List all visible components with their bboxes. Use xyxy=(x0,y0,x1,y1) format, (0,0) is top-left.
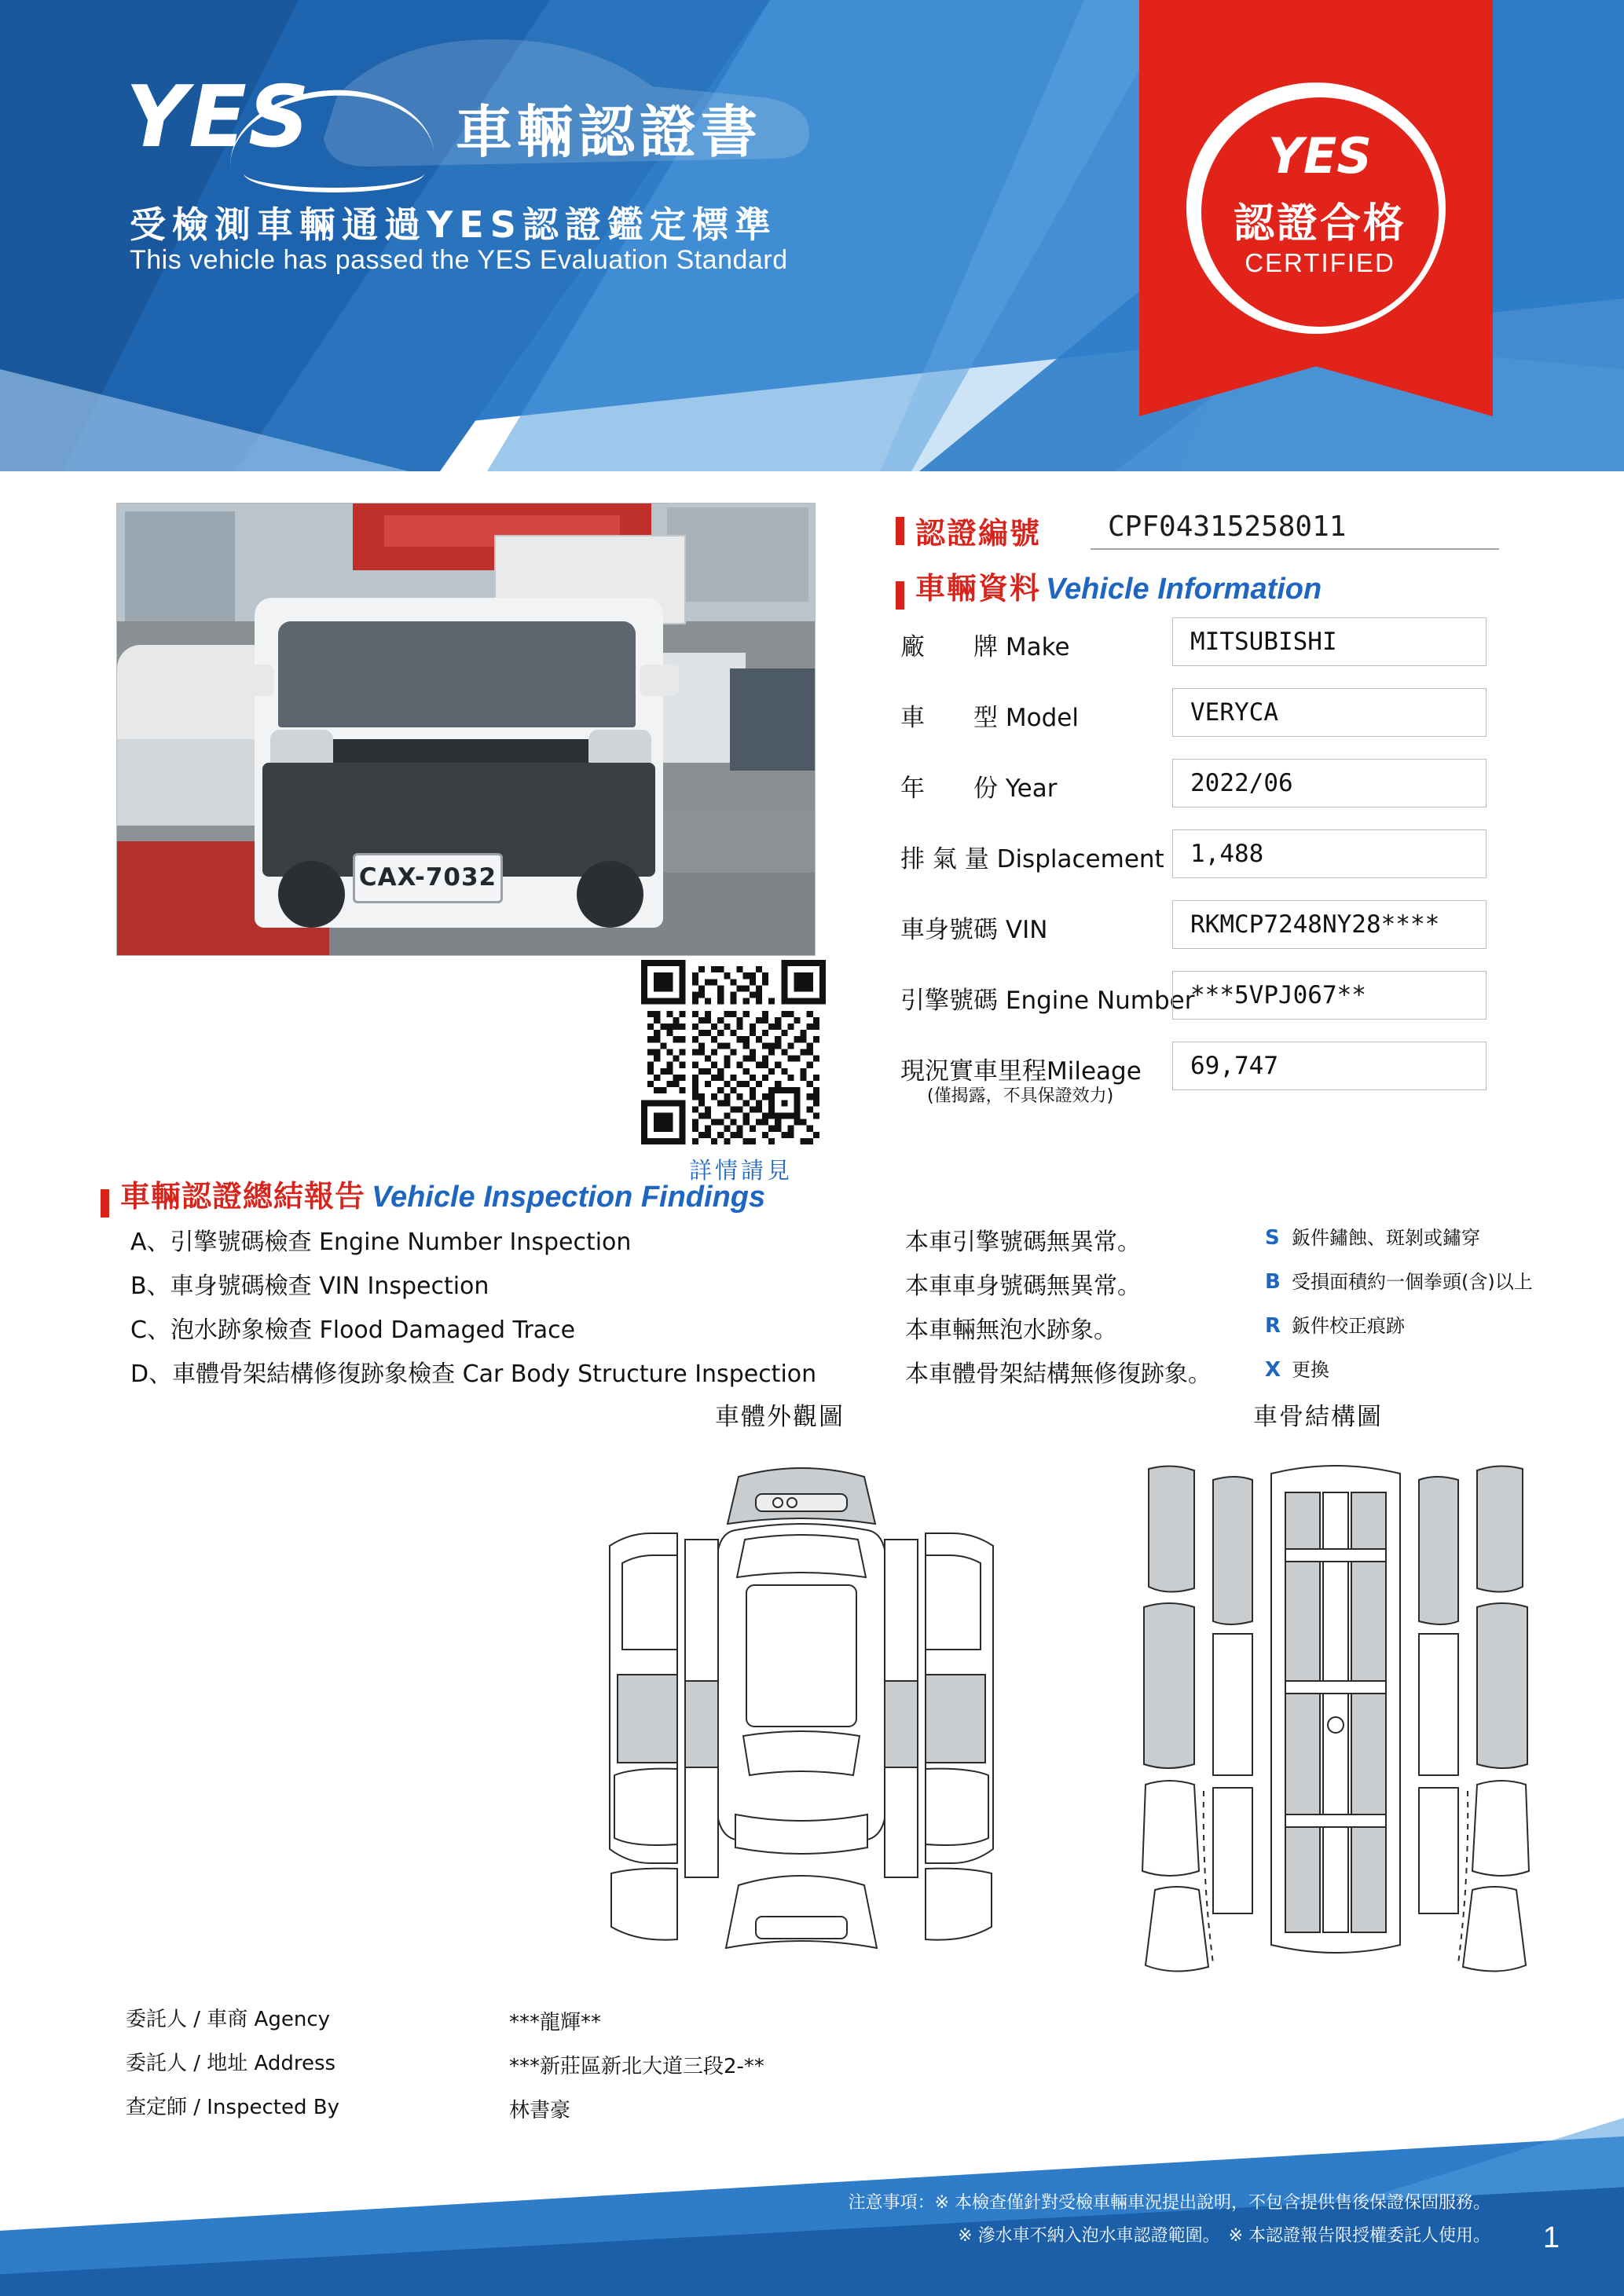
address-label: 委託人 / 地址 Address xyxy=(126,2052,336,2075)
row-label: 排 氣 量 Displacement xyxy=(900,845,1164,873)
legend-text: 鈑件校正痕跡 xyxy=(1292,1315,1405,1337)
findings-list-right xyxy=(905,1222,1243,1398)
seal-label-zh: 認證合格 xyxy=(1233,200,1406,247)
photo-background-car xyxy=(730,668,815,771)
legend-key: S xyxy=(1265,1226,1280,1250)
page-title: 車輛認證書 xyxy=(456,99,763,165)
row-label: 車 型 Model xyxy=(900,704,1079,732)
list-item: A、引擎號碼檢查 Engine Number Inspection xyxy=(130,1229,632,1256)
header-subtitle-zh: 受檢測車輛通過YES認證鑑定標準 xyxy=(130,203,777,246)
header-subtitle-en: This vehicle has passed the YES Evaluation Standard xyxy=(130,245,788,275)
red-accent-bar-icon xyxy=(101,1189,109,1218)
page-number: 1 xyxy=(1542,2221,1560,2254)
row-sublabel-mileage-note: (僅揭露，不具保證效力) xyxy=(927,1086,1114,1106)
list-item: 本車輛無泡水跡象。 xyxy=(905,1316,1117,1344)
findings-heading-zh: 車輛認證總結報告 xyxy=(120,1179,366,1214)
list-item: 本車車身號碼無異常。 xyxy=(905,1273,1141,1300)
legend-key: R xyxy=(1265,1314,1281,1338)
red-accent-bar-icon xyxy=(896,517,904,545)
agency-label: 委託人 / 車商 Agency xyxy=(126,2008,331,2031)
qr-code[interactable] xyxy=(641,960,826,1144)
seal-inner-circle xyxy=(1197,93,1443,331)
vehicle-structure-diagram xyxy=(1131,1445,1540,1987)
info-row xyxy=(126,2003,990,2047)
table-row xyxy=(896,756,1493,826)
list-item xyxy=(1265,1354,1595,1398)
photo-truck-windshield xyxy=(278,621,636,727)
photo-building-left xyxy=(125,511,235,621)
list-item: 本車體骨架結構無修復跡象。 xyxy=(905,1360,1212,1388)
row-label: 廠 牌 Make xyxy=(900,633,1070,661)
list-item xyxy=(1265,1222,1595,1266)
agency-value: ***龍輝** xyxy=(509,2011,602,2034)
certificate-number-value: CPF04315258011 xyxy=(1091,506,1499,550)
seal-label-en: CERTIFIED xyxy=(1245,248,1395,277)
vehicle-information-table xyxy=(896,614,1493,1109)
vehicle-photo xyxy=(116,503,816,956)
photo-wheel-left xyxy=(278,861,345,928)
document-header xyxy=(0,0,1624,471)
findings-heading xyxy=(101,1172,765,1218)
row-label: 現況實車里程Mileage xyxy=(900,1057,1142,1086)
table-row xyxy=(896,826,1493,897)
inspector-value: 林書豪 xyxy=(509,2099,571,2122)
list-item xyxy=(1265,1266,1595,1310)
row-value-vin: RKMCP7248NY28**** xyxy=(1172,900,1487,949)
inspector-label: 查定師 / Inspected By xyxy=(126,2096,339,2119)
qr-code-note: 詳情請見 xyxy=(688,1157,793,1184)
damage-legend xyxy=(1265,1222,1595,1398)
photo-mirror-right xyxy=(640,665,679,696)
info-row xyxy=(126,2047,990,2091)
certificate-number-row xyxy=(896,509,1493,558)
list-item: C、泡水跡象檢查 Flood Damaged Trace xyxy=(130,1316,576,1344)
row-label: 引擎號碼 Engine Number xyxy=(900,987,1195,1015)
diagram-caption-structure: 車骨結構圖 xyxy=(1253,1403,1383,1431)
logo-text: YES xyxy=(126,68,311,167)
findings-heading-en: Vehicle Inspection Findings xyxy=(372,1181,766,1214)
table-row xyxy=(896,614,1493,685)
list-item: 本車引擎號碼無異常。 xyxy=(905,1229,1141,1256)
footer-note-line-1: 注意事項：※ 本檢查僅針對受檢車輛車況提出說明，不包含提供售後保證保固服務。 xyxy=(848,2193,1490,2213)
vehicle-information-heading-en: Vehicle Information xyxy=(1046,573,1322,606)
list-item xyxy=(1265,1310,1595,1354)
row-value-engine-number: ***5VPJ067** xyxy=(1172,971,1487,1020)
row-value-mileage: 69,747 xyxy=(1172,1042,1487,1090)
footer-notes xyxy=(849,2187,1490,2253)
table-row xyxy=(896,1038,1493,1109)
red-accent-bar-icon xyxy=(896,581,904,610)
row-value-displacement: 1,488 xyxy=(1172,829,1487,878)
row-value-year: 2022/06 xyxy=(1172,759,1487,807)
qr-code-graphic xyxy=(641,960,826,1144)
table-row xyxy=(896,897,1493,968)
photo-wheel-right xyxy=(577,861,643,928)
table-row xyxy=(896,685,1493,756)
table-row xyxy=(896,968,1493,1038)
photo-building-right xyxy=(667,507,808,602)
legend-text: 更換 xyxy=(1292,1359,1329,1381)
legend-key: B xyxy=(1265,1270,1281,1294)
findings-list-left xyxy=(130,1222,900,1398)
legend-text: 鈑件鏽蝕、斑剝或鏽穿 xyxy=(1292,1227,1480,1249)
diagram-caption-exterior: 車體外觀圖 xyxy=(715,1403,845,1431)
photo-mirror-left xyxy=(235,665,274,696)
legend-key: X xyxy=(1265,1358,1281,1382)
list-item: B、車身號碼檢查 VIN Inspection xyxy=(130,1273,489,1300)
row-value-make: MITSUBISHI xyxy=(1172,617,1487,666)
row-label: 車身號碼 VIN xyxy=(900,916,1048,944)
row-value-model: VERYCA xyxy=(1172,688,1487,737)
document-footer xyxy=(0,2115,1624,2296)
vehicle-exterior-diagram xyxy=(581,1445,1021,1987)
list-item: D、車體骨架結構修復跡象檢查 Car Body Structure Inspection xyxy=(130,1360,817,1388)
address-value: ***新莊區新北大道三段2-** xyxy=(509,2055,764,2078)
structure-diagram-graphic xyxy=(1131,1445,1540,1987)
seal-logo-text: YES xyxy=(1268,127,1372,185)
exterior-diagram-graphic xyxy=(581,1445,1021,1987)
footer-note-line-2: ※ 滲水車不納入泡水車認證範圍。 ※ 本認證報告限授權委託人使用。 xyxy=(958,2226,1490,2246)
certificate-number-label: 認證編號 xyxy=(915,516,1042,551)
certified-seal xyxy=(1186,82,1446,334)
row-label: 年 份 Year xyxy=(900,774,1058,803)
vehicle-information-heading-zh: 車輛資料 xyxy=(915,571,1042,606)
legend-text: 受損面積約一個拳頭(含)以上 xyxy=(1292,1271,1533,1293)
vehicle-information-heading xyxy=(896,564,1524,610)
yes-logo xyxy=(126,68,401,169)
certified-ribbon xyxy=(1139,0,1493,456)
license-plate: CAX-7032 xyxy=(353,853,503,903)
